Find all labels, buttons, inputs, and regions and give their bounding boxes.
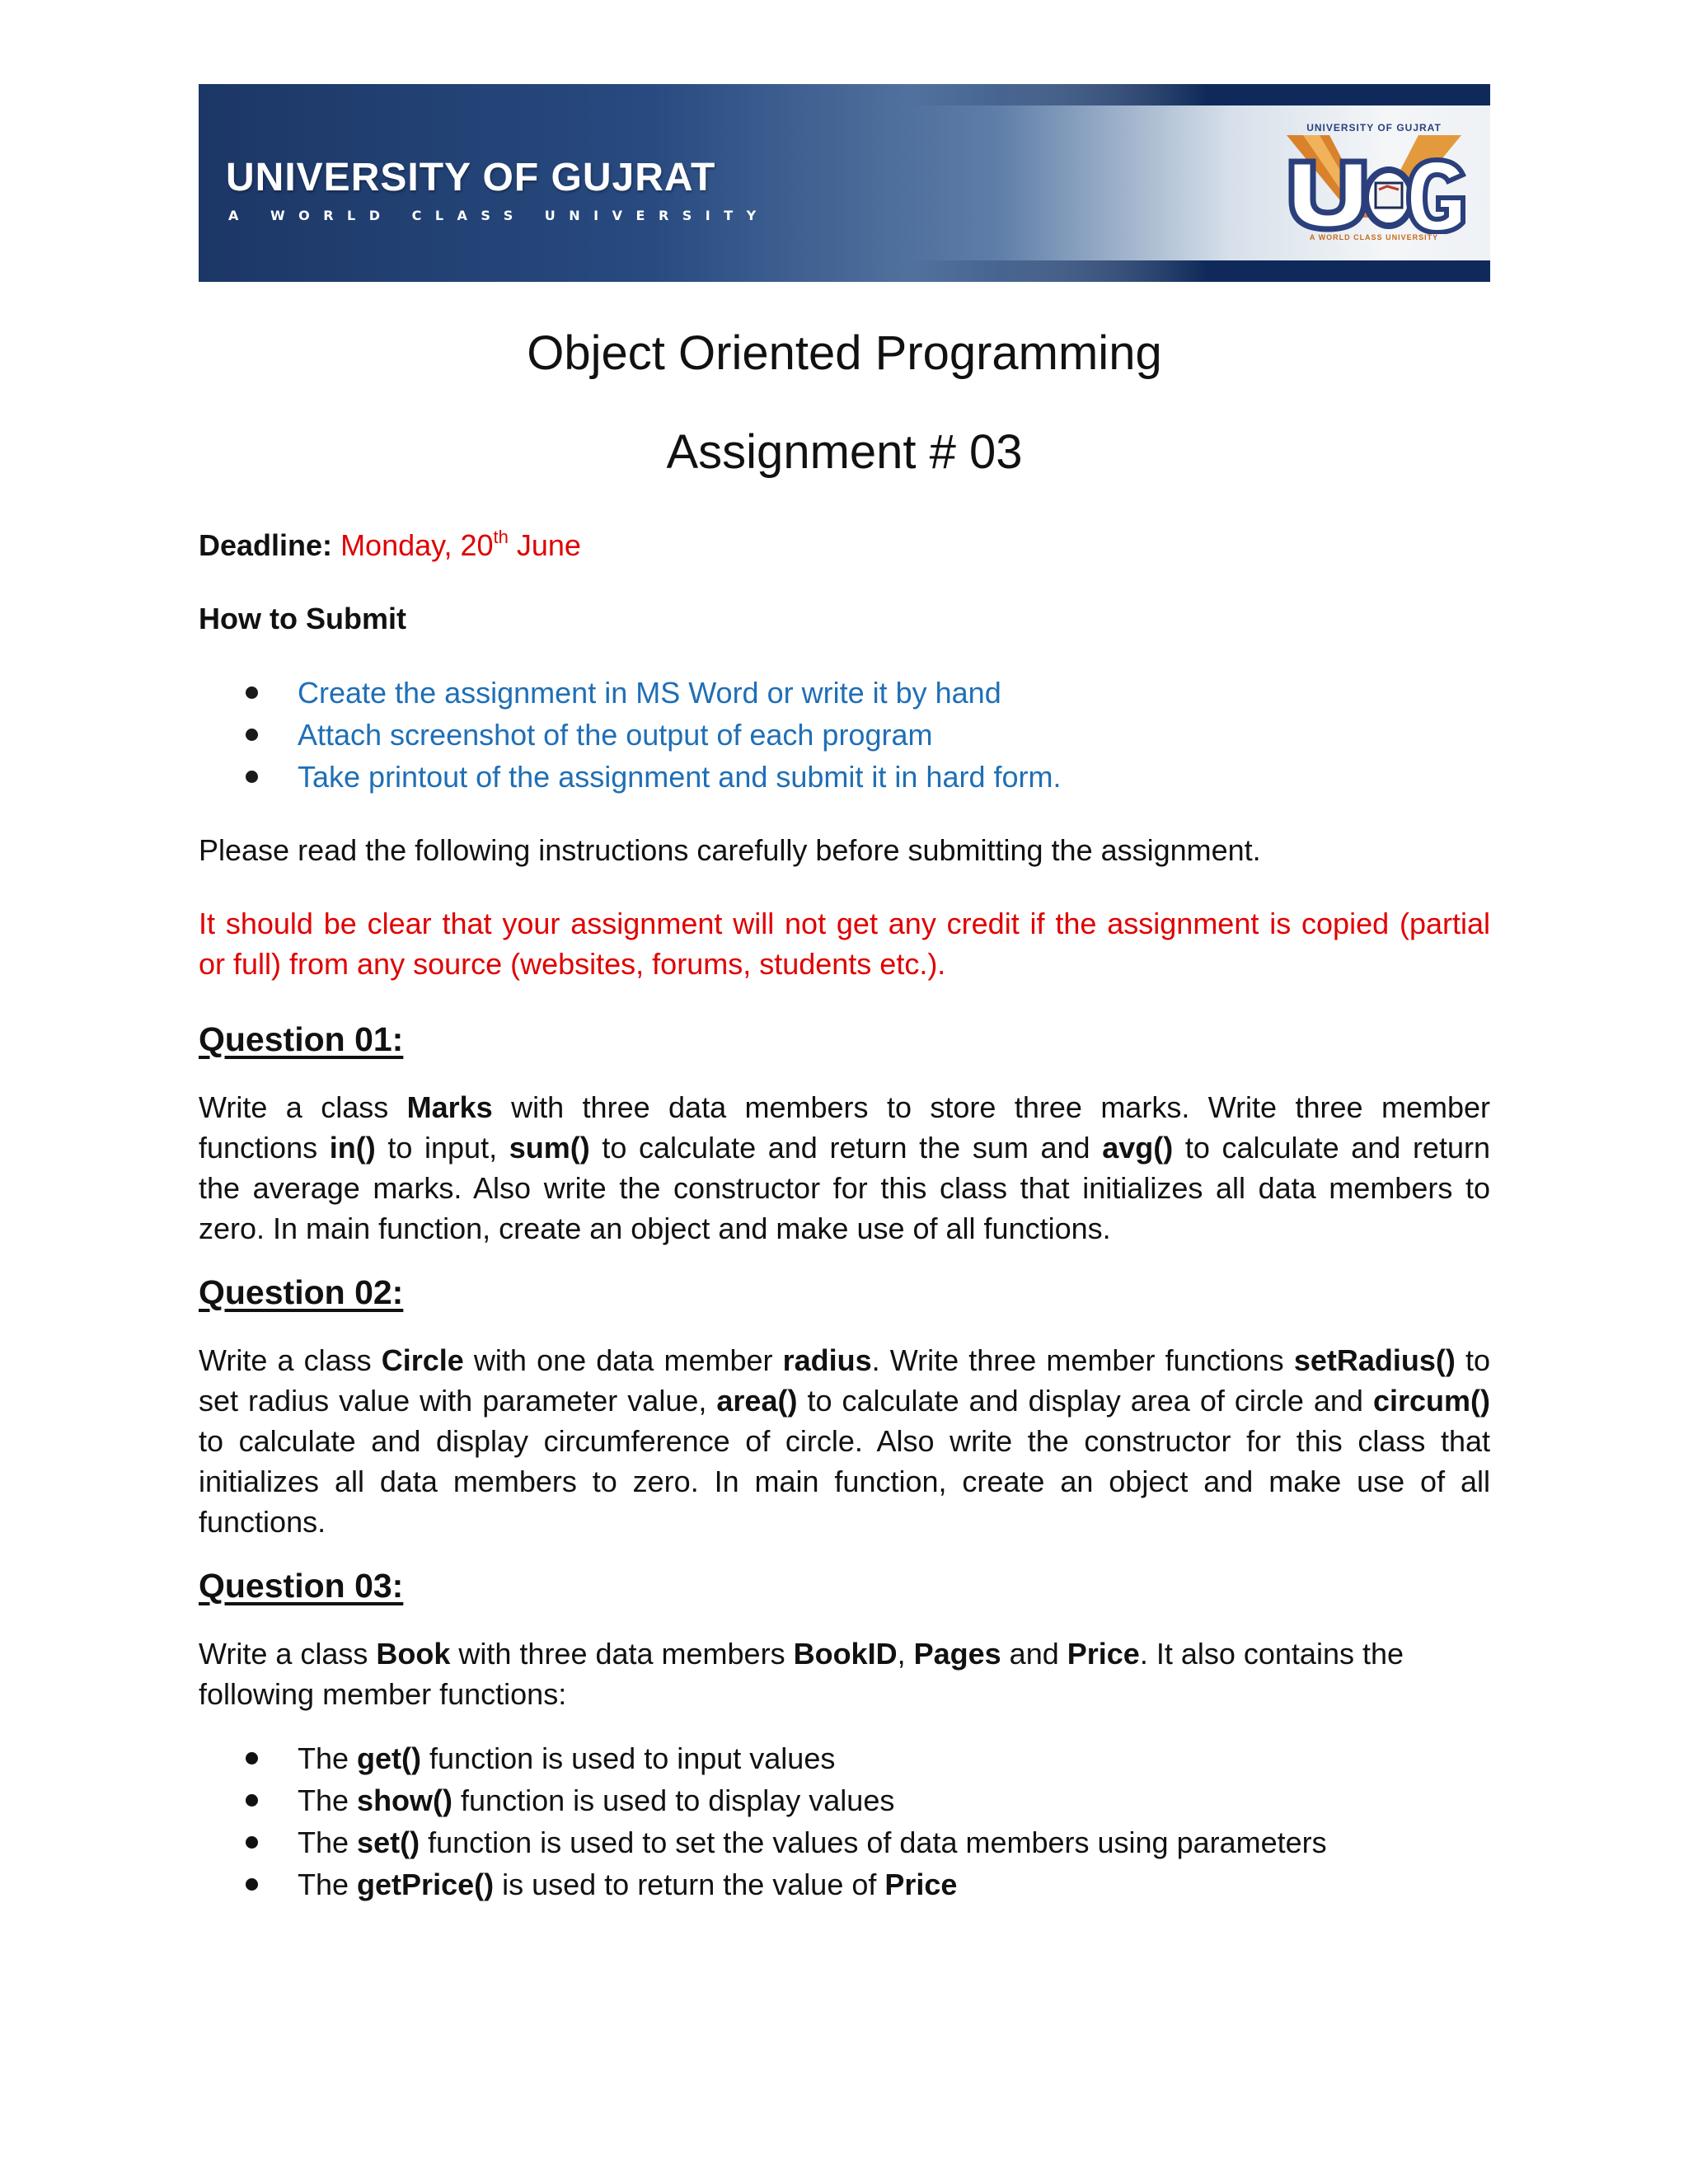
bullet-icon	[246, 1836, 258, 1849]
uog-logo-icon	[1275, 132, 1473, 234]
how-to-submit-heading: How to Submit	[199, 602, 406, 635]
bullet-icon	[246, 1794, 258, 1807]
document-title: Object Oriented Programming	[527, 326, 1162, 380]
banner-subtitle: A WORLD CLASS UNIVERSITY	[228, 208, 770, 223]
assignment-number: Assignment # 03	[666, 425, 1023, 479]
question-03-heading: Question 03:	[199, 1567, 404, 1605]
bullet-icon	[246, 687, 258, 699]
bullet-icon	[246, 729, 258, 741]
logo-caption-top: UNIVERSITY OF GUJRAT	[1306, 122, 1442, 134]
question-02-text: Write a class Circle with one data member radius. Write three member functions setRadius() to set radius value with parameter value, area() to calculate and display area of circle and circum() to calculate and display circumference of circle. Also write the constructor for this class that initializes all data members to zero. In main function, create an object and make use of all functions.	[199, 1343, 1490, 1539]
question-01-heading: Question 01:	[199, 1020, 404, 1058]
question-02-heading: Question 02:	[199, 1273, 404, 1311]
bullet-icon	[246, 1752, 258, 1765]
deadline-label: Deadline:	[199, 528, 333, 562]
question-01-text: Write a class Marks with three data members to store three marks. Write three member functions in() to input, sum() to calculate and return the sum and avg() to calculate and return the average marks. Also write the constructor for this class that initializes all data members to zero. In main function, create an object and make use of all functions.	[199, 1090, 1490, 1245]
instructions-text: Please read the following instructions carefully before submitting the assignment.	[199, 833, 1261, 867]
university-banner	[199, 84, 1490, 282]
bullet-icon	[246, 1878, 258, 1891]
bullet-icon	[246, 771, 258, 783]
banner-title: UNIVERSITY OF GUJRAT	[226, 156, 716, 199]
document-page: UNIVERSITY OF GUJRAT A WORLD CLASS UNIVERSITY UNIVERSITY OF GUJRAT A WORLD CLASS UNIVERSITY Object Oriented Programming Assignment # 03 Deadline: Monday, 20th June How to Submit Create the assignment in MS Word or write it by hand Attach screenshot of the output of each program Take printout of the assignment and submit it in hard form. Please read the following instructions carefully before submitting the assignment. It should be clear that your assignment will not get any credit if the assignment is copied (partial or full) from any source (websites, forums, students etc.). Question 01: Write a class Marks with three data members to store three marks. Write three member functions in() to input, sum() to calculate and return the sum and avg() to calculate and return the average marks. Also write the constructor for this class that initializes all data members to zero. In main function, create an object and make use of all functions. Question 02: Write a class Circle with one data member radius. Write three member functions setRadius() to set radius value with parameter value, area() to calculate and display area of circle and circum() to calculate and display circumference of circle. Also write the constructor for this class that initializes all data members to zero. In main function, create an object and make use of all functions. Question 03: Write a class Book with three data members BookID, Pages and Price. It also contains the following member functions: The get() function is used to input values The show() function is used to display values The set() function is used to set the values of data members using parameters The getPrice() is used to return the value of Price	[0, 0, 1688, 2184]
banner-top-stripe	[199, 84, 1490, 105]
deadline-line	[199, 525, 581, 565]
deadline-value: Monday, 20th June	[340, 527, 581, 562]
logo-caption-bottom: A WORLD CLASS UNIVERSITY	[1309, 233, 1439, 241]
question-03-text: Write a class Book with three data members BookID, Pages and Price. It also contains the following member functions:	[199, 1637, 1404, 1711]
warning-text: It should be clear that your assignment will not get any credit if the assignment is copied (partial or full) from any source (websites, forums, students etc.).	[199, 907, 1490, 981]
banner-bottom-stripe	[199, 260, 1490, 282]
